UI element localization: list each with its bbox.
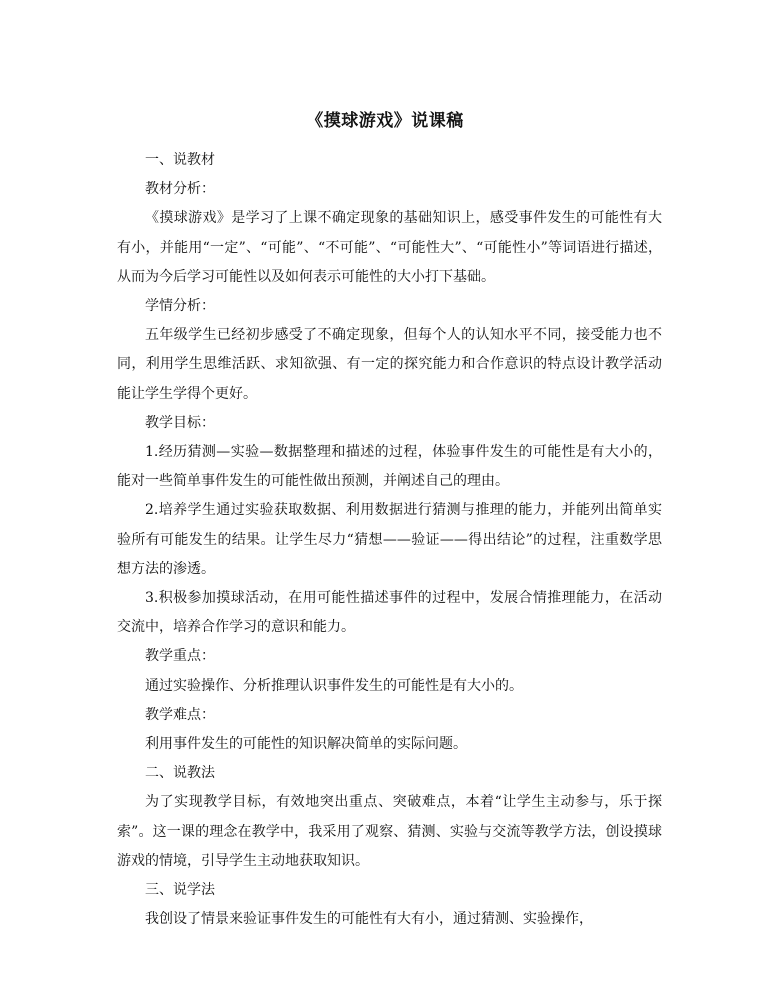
subheading-key-points: 教学重点： (145, 648, 215, 665)
document-title: 《摸球游戏》说课稿 (306, 111, 464, 131)
section-heading-2: 二、说教法 (145, 765, 215, 782)
document-body (117, 146, 662, 934)
subheading-student-analysis: 学情分析： (145, 298, 215, 315)
paragraph-difficulties: 利用事件发生的可能性的知识解决简单的实际问题。 (145, 736, 467, 753)
paragraph-key-points: 通过实验操作、分析推理认识事件发生的可能性是有大小的。 (145, 677, 523, 694)
paragraph-learning-method: 我创设了情景来验证事件发生的可能性有大有小，通过猜测、实验操作， (145, 911, 593, 928)
paragraph-student-analysis: 五年级学生已经初步感受了不确定现象，但每个人的认知水平不同，接受能力也不同，利用学生思维活跃、求知欲强、有一定的探究能力和合作意识的特点设计教学活动能让学生学得个更好。 (117, 327, 662, 402)
paragraph-material-analysis: 《摸球游戏》是学习了上课不确定现象的基础知识上，感受事件发生的可能性有大有小，并能用“一定”、“可能”、“不可能”、“可能性大”、“可能性小”等词语进行描述，从而为今后学习可能性以及如何表示可能性的大小打下基础。 (117, 210, 662, 285)
goal-item-1: 1.经历猜测—实验—数据整理和描述的过程，体验事件发生的可能性是有大小的，能对一些简单事件发生的可能性做出预测，并阐述自己的理由。 (117, 444, 662, 490)
subheading-difficulties: 教学难点： (145, 706, 215, 723)
paragraph-teaching-method: 为了实现教学目标，有效地突出重点、突破难点，本着“让学生主动参与，乐于探索”。这一课的理念在教学中，我采用了观察、猜测、实验与交流等教学方法，创设摸球游戏的情境，引导学生主动地获取知识。 (117, 794, 662, 869)
section-heading-3: 三、说学法 (145, 882, 215, 899)
subheading-material-analysis: 教材分析： (145, 181, 215, 198)
subheading-teaching-goals: 教学目标： (145, 414, 215, 431)
goal-item-3: 3.积极参加摸球活动，在用可能性描述事件的过程中，发展合情推理能力，在活动交流中，培养合作学习的意识和能力。 (117, 590, 662, 636)
section-heading-1: 一、说教材 (145, 152, 215, 168)
goal-item-2: 2.培养学生通过实验获取数据、利用数据进行猜测与推理的能力，并能列出简单实验所有可能发生的结果。让学生尽力“猜想——验证——得出结论”的过程，注重数学思想方法的渗透。 (117, 502, 662, 577)
